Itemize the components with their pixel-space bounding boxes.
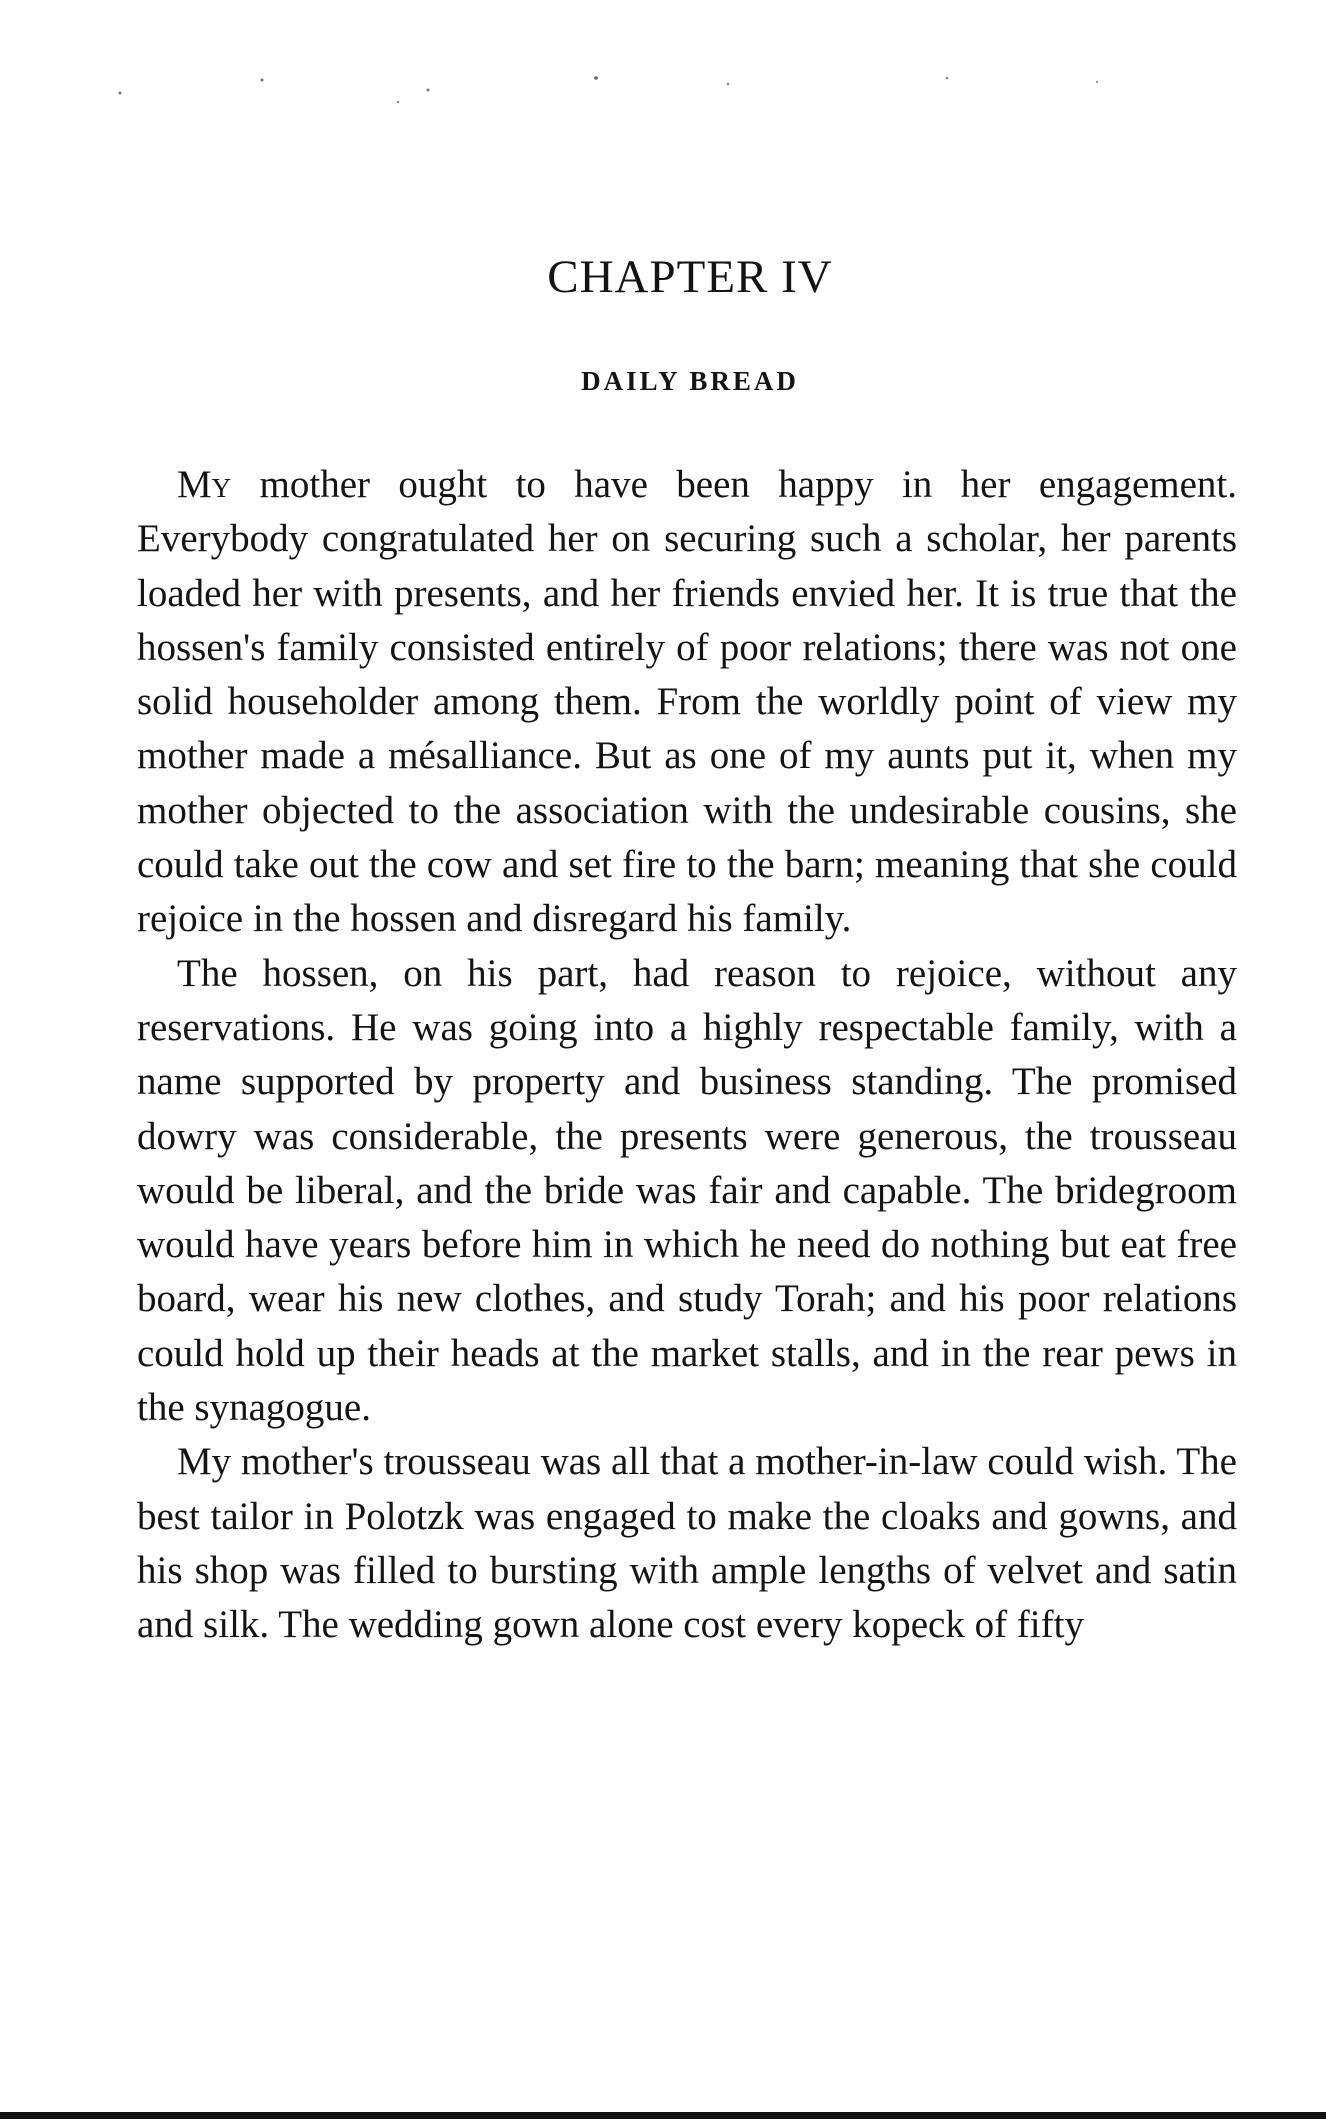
body-text: [137, 458, 1237, 1653]
scan-speck: [594, 76, 598, 80]
scan-speck: [727, 83, 730, 86]
scan-speck: [1096, 81, 1098, 83]
chapter-title: CHAPTER IV: [547, 251, 833, 303]
paragraph-lead-smallcaps: My: [177, 463, 232, 506]
chapter-subtitle: DAILY BREAD: [581, 366, 799, 396]
scan-speck: [119, 92, 122, 95]
scan-speck: [946, 77, 949, 80]
scan-speck: [397, 101, 399, 103]
paragraph: The hossen, on his part, had reason to rejoice, without any reservations. He was going into a highly respectable family, with a name supported by property and business standing. The promised dowry was considerable, the presents were generous, the trousseau would be liberal, and the bride was fair and capable. The bridegroom would have years before him in which he need do nothing but eat free board, wear his new clothes, and study Torah; and his poor relations could hold up their heads at the market stalls, and in the rear pews in the synagogue.: [137, 951, 1237, 1430]
paragraph: My mother's trousseau was all that a mother-in-law could wish. The best tailor in Polotzk was engaged to make the cloaks and gowns, and his shop was filled to bursting with ample lengths of velvet and satin and silk. The wedding gown alone cost every kopeck of fifty: [137, 1440, 1237, 1647]
scan-speck: [427, 89, 430, 92]
scan-specks: [0, 0, 1326, 140]
paragraph: [137, 458, 1237, 947]
scan-speck: [261, 79, 264, 82]
page-bottom-rule: [0, 2112, 1326, 2119]
paragraph-text: mother ought to have been happy in her engagement. Everybody congratulated her on securing such a scholar, her parents loaded her with presents, and her friends envied her. It is true that the hossen's family consisted entirely of poor relations; there was not one solid householder among them. From the worldly point of view my mother made a mésalliance. But as one of my aunts put it, when my mother objected to the association with the undesirable cousins, she could take out the cow and set fire to the barn; meaning that she could rejoice in the hossen and disregard his family.: [137, 463, 1237, 941]
